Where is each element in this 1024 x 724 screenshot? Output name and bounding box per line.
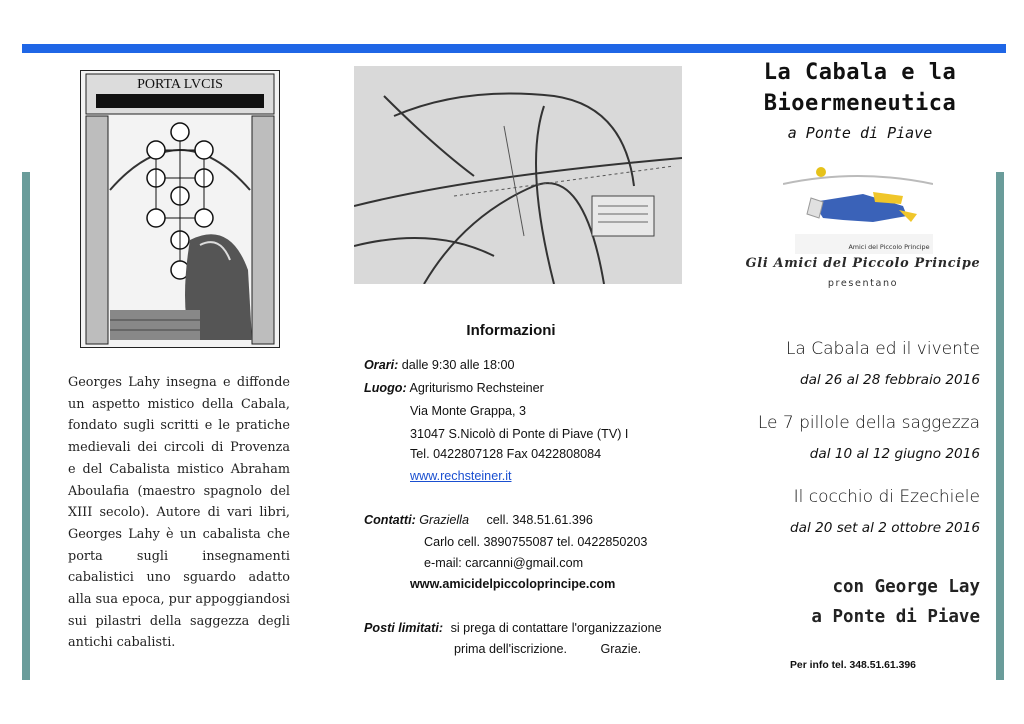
info-heading: Informazioni — [466, 322, 556, 339]
organization-name: Gli Amici del Piccolo Principe — [745, 256, 981, 271]
event-3-title: Il cocchio di Ezechiele — [793, 487, 980, 507]
svg-text:PORTA LVCIS: PORTA LVCIS — [137, 77, 223, 92]
main-subtitle: a Ponte di Piave — [787, 124, 933, 142]
engraving-illustration-icon — [80, 70, 280, 348]
main-title-line2: Bioermeneutica — [763, 91, 957, 116]
contatti-label: Contatti: — [364, 513, 416, 527]
posti-label: Posti limitati: — [364, 621, 444, 635]
top-accent-bar — [22, 44, 1006, 53]
posti-text2-line — [454, 642, 641, 656]
logo-caption: Amici del Piccolo Principe — [848, 243, 930, 251]
contact-email: e-mail: carcanni@gmail.com — [424, 556, 584, 570]
per-info-phone: Per info tel. 348.51.61.396 — [790, 660, 916, 671]
orari-value: dalle 9:30 alle 18:00 — [401, 358, 515, 372]
luogo-line — [364, 381, 544, 395]
rechsteiner-link[interactable]: www.rechsteiner.it — [410, 469, 512, 483]
luogo-label: Luogo: — [364, 381, 407, 395]
event-2-date: dal 10 al 12 giugno 2016 — [809, 446, 980, 462]
address-line2: 31047 S.Nicolò di Ponte di Piave (TV) I — [410, 427, 629, 441]
right-side-bar — [996, 172, 1004, 680]
closing-line1: con George Lay — [832, 577, 980, 597]
little-prince-logo-icon — [783, 158, 933, 254]
posti-thanks: Grazie. — [600, 642, 642, 656]
contact1-phone: cell. 348.51.61.396 — [486, 513, 593, 527]
luogo-name: Agriturismo Rechsteiner — [409, 381, 544, 395]
event-1-date: dal 26 al 28 febbraio 2016 — [799, 372, 980, 388]
road-map-icon — [354, 66, 682, 284]
amici-website: www.amicidelpiccoloprincipe.com — [410, 577, 616, 591]
contact2: Carlo cell. 3890755087 tel. 0422850203 — [424, 535, 648, 549]
author-biography: Georges Lahy insegna e diffonde un aspetto mistico della Cabala, fondato sugli scritti e le pratiche medievali dei circoli di Provenza e del Cabalista mistico Abraham Aboulafia (maestro spagnolo del XIII secolo). Autore di vari libri, Georges Lahy è un cabalista che porta sugli insegnamenti cabalistici uno sguardo adatto alla sua epoca, pur appoggiandosi sui pilastri della saggezza degli antichi cabalisti. — [68, 375, 290, 651]
event-2-title: Le 7 pillole della saggezza — [757, 413, 980, 433]
orari-line — [364, 358, 515, 372]
posti-line — [364, 621, 662, 635]
closing-line2: a Ponte di Piave — [811, 607, 980, 627]
presentano-label: presentano — [827, 278, 899, 289]
phone-fax: Tel. 0422807128 Fax 0422808084 — [410, 447, 602, 461]
address-line1: Via Monte Grappa, 3 — [410, 404, 526, 418]
contatti-line — [364, 513, 593, 527]
event-3-date: dal 20 set al 2 ottobre 2016 — [790, 520, 980, 536]
left-side-bar — [22, 172, 30, 680]
posti-text1: si prega di contattare l'organizzazione — [450, 621, 662, 635]
event-1-title: La Cabala ed il vivente — [785, 339, 980, 359]
orari-label: Orari: — [364, 358, 399, 372]
main-title-line1: La Cabala e la — [763, 60, 957, 85]
posti-text2: prima dell'iscrizione. — [454, 642, 567, 656]
contact1-name: Graziella — [419, 513, 469, 527]
